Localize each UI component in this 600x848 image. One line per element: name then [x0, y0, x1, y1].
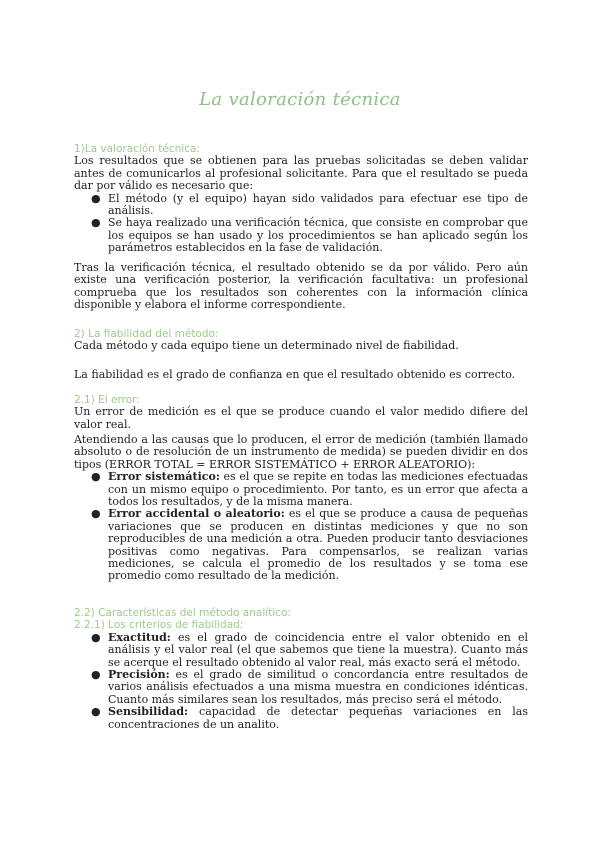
paragraph: Atendiendo a las causas que lo producen, el error de medición (también llamado absoluto o de resolución de un instrumento de medida) se pueden dividir en dos tipos (ERROR TOTAL = ERROR SISTEMÁTICO + ERROR ALEATORIO): — [74, 433, 528, 471]
list-item: ● Se haya realizado una verificación técnica, que consiste en comprobar que los equipos se han usado y los procedimientos se han aplicado según los parámetros establecidos en la fase de validación. — [91, 216, 528, 255]
paragraph: Tras la verificación técnica, el resultado obtenido se da por válido. Pero aún existe una verificación posterior, la verificación facultativa: un profesional comprueba que los resultados son coherentes con la información clínica disponible y elabora el informe correspondiente. — [74, 261, 528, 312]
section-heading: 2.2) Características del método analítico: — [74, 607, 291, 619]
bullet-icon: ● — [91, 507, 101, 521]
paragraph: Cada método y cada equipo tiene un determinado nivel de fiabilidad. — [74, 339, 459, 353]
section-caracteristicas — [74, 607, 528, 731]
section-heading: 1)La valoración técnica: — [74, 143, 200, 155]
list-item: ● Error accidental o aleatorio: es el que se produce a causa de pequeñas variaciones que se producen en distintas mediciones y que no son reproducibles de una medición a otra. Pueden producir tanto desviaciones positivas como negativas. Para compensarlos, se realizan varias mediciones, se calcula el promedio de los resultados y se toma ese promedio como resultado de la medición. — [91, 507, 528, 583]
list-item: ● Error sistemático: es el que se repite en todas las mediciones efectuadas con un mismo equipo o procedimiento. Por tanto, es un error que afecta a todos los resultados, y de la misma manera. — [91, 470, 528, 509]
section-fiabilidad — [74, 328, 528, 353]
page-title: La valoración técnica — [199, 89, 401, 110]
paragraph: La fiabilidad es el grado de confianza en que el resultado obtenido es correcto. — [74, 368, 516, 381]
bullet-icon: ● — [91, 470, 101, 484]
bullet-list — [74, 632, 528, 731]
paragraph: Los resultados que se obtienen para las pruebas solicitadas se deben validar antes de comunicarlos al profesional solicitante. Para que el resultado se pueda dar por válido es necesario que: — [74, 154, 528, 193]
section-heading: 2.1) El error: — [74, 394, 140, 406]
bullet-icon: ● — [91, 216, 101, 230]
section-heading: 2) La fiabilidad del método: — [74, 328, 219, 340]
bullet-icon: ● — [91, 191, 101, 205]
bullet-icon: ● — [91, 630, 101, 644]
bullet-icon: ● — [91, 705, 101, 719]
bullet-list — [74, 471, 528, 583]
list-item: ● Sensibilidad: capacidad de detectar pequeñas variaciones en las concentraciones de un analito. — [91, 705, 528, 731]
bullet-icon: ● — [91, 668, 101, 682]
bullet-list — [74, 193, 528, 255]
paragraph: Un error de medición es el que se produce cuando el valor medido difiere del valor real. — [74, 405, 528, 431]
subsection-heading: 2.2.1) Los criterios de fiabilidad: — [74, 619, 244, 632]
section-error — [74, 394, 528, 431]
list-item: ● Precisión: es el grado de similitud o concordancia entre resultados de varios análisis efectuados a una misma muestra en condiciones idénticas. Cuanto más similares sean los resultados, más preciso será el método. — [91, 668, 528, 706]
list-item: ● El método (y el equipo) hayan sido validados para efectuar ese tipo de análisis. — [91, 191, 528, 218]
section-valoracion — [74, 143, 528, 255]
list-item: ● Exactitud: es el grado de coincidencia entre el valor obtenido en el análisis y el valor real (el que sabemos que tiene la muestra). Cuanto más se acerque el resultado obtenido al valor real, más exacto será el método. — [91, 630, 528, 669]
section-error-types — [74, 434, 528, 583]
